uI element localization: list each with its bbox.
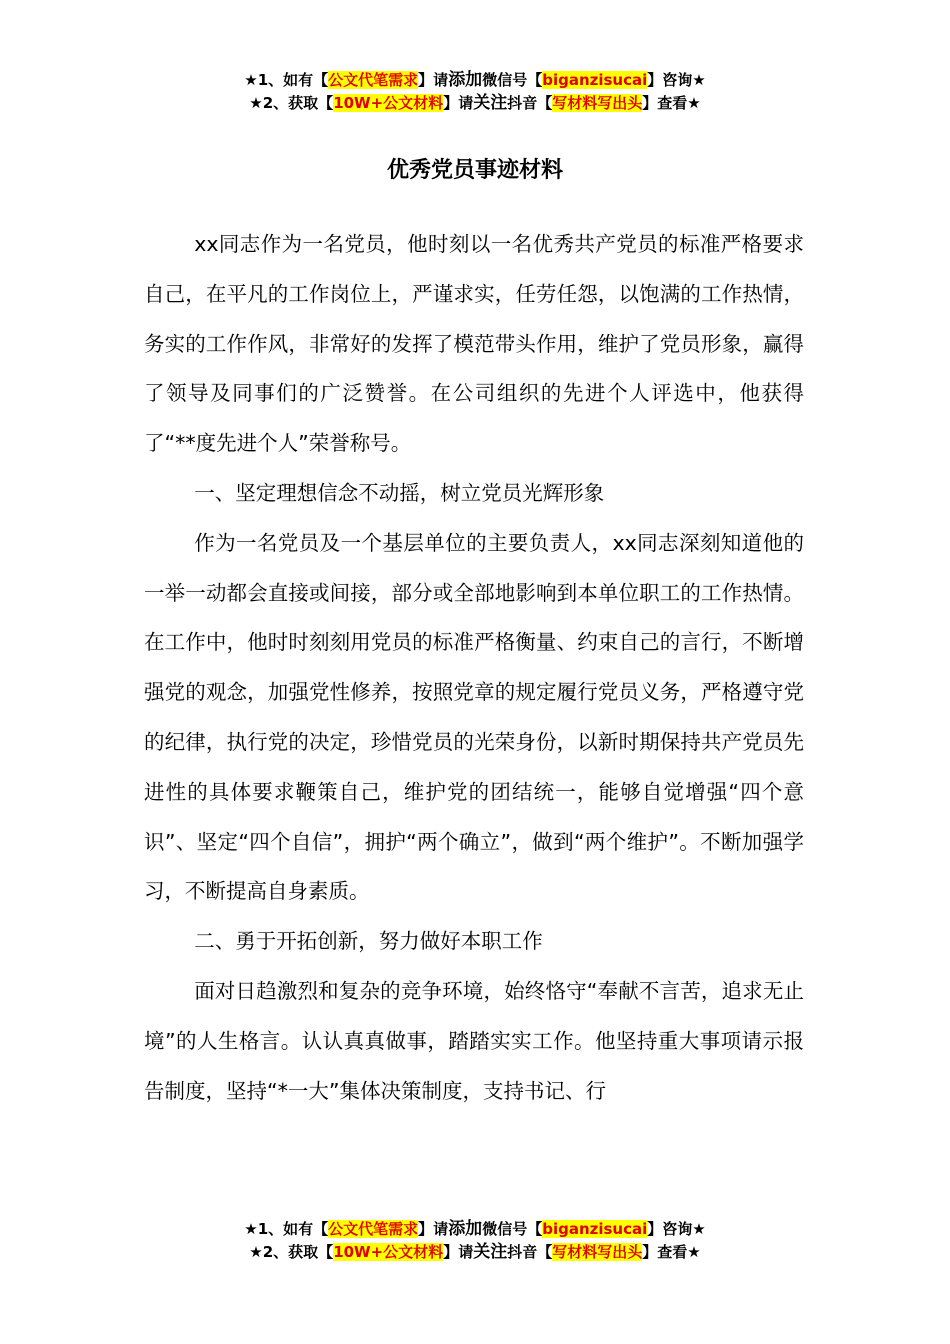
highlight-douyin-account: 写材料写出头 [552,94,643,112]
highlight-wechat-id: biganzisucai [542,71,648,89]
paragraph-section-2: 面对日趋激烈和复杂的竞争环境，始终恪守“奉献不言苦，追求无止境”的人生格言。认认真真做事，踏踏实实工作。他坚持重大事项请示报告制度，坚持“*一大”集体决策制度，支持书记、行 [144,978,804,1103]
document-body [144,220,804,1116]
banner-line-1: ★1、如有【公文代笔需求】请添加微信号【biganzisucai】咨询★ [244,1219,706,1239]
banner-line-2: ★2、获取【10W+公文材料】请关注抖音【写材料写出头】查看★ [249,93,701,113]
header-banner [0,69,950,115]
highlight-service: 公文代笔需求 [328,1220,419,1238]
banner-line-1: ★1、如有【公文代笔需求】请添加微信号【biganzisucai】咨询★ [244,70,706,90]
paragraph-section-1: 作为一名党员及一个基层单位的主要负责人，xx同志深刻知道他的一举一动都会直接或间接，部分或全部地影响到本单位职工的工作热情。在工作中，他时时刻刻用党员的标准严格衡量、约束自己的言行，不断增强党的观念，加强党性修养，按照党章的规定履行党员义务，严格遵守党的纪律，执行党的决定，珍惜党员的光荣身份，以新时期保持共产党员先进性的具体要求鞭策自己，维护党的团结统一，能够自觉增强“四个意识”、坚定“四个自信”，拥护“两个确立”，做到“两个维护”。不断加强学习，不断提高自身素质。 [144,530,804,904]
highlight-service: 公文代笔需求 [328,71,419,89]
highlight-wechat-id: biganzisucai [542,1220,648,1238]
footer-banner [0,1218,950,1264]
section-heading-1: 一、坚定理想信念不动摇，树立党员光辉形象 [194,480,605,505]
section-heading-2: 二、勇于开拓创新，努力做好本职工作 [194,929,543,954]
document-title: 优秀党员事迹材料 [386,158,563,183]
highlight-douyin-account: 写材料写出头 [552,1243,643,1261]
banner-line-2: ★2、获取【10W+公文材料】请关注抖音【写材料写出头】查看★ [249,1242,701,1262]
highlight-materials: 10W+公文材料 [333,1243,444,1261]
highlight-materials: 10W+公文材料 [333,94,444,112]
paragraph-intro: xx同志作为一名党员，他时刻以一名优秀共产党员的标准严格要求自己，在平凡的工作岗位上，严谨求实，任劳任怨，以饱满的工作热情，务实的工作作风，非常好的发挥了模范带头作用，维护了党员形象，赢得了领导及同事们的广泛赞誉。在公司组织的先进个人评选中，他获得了“**度先进个人”荣誉称号。 [144,232,804,456]
